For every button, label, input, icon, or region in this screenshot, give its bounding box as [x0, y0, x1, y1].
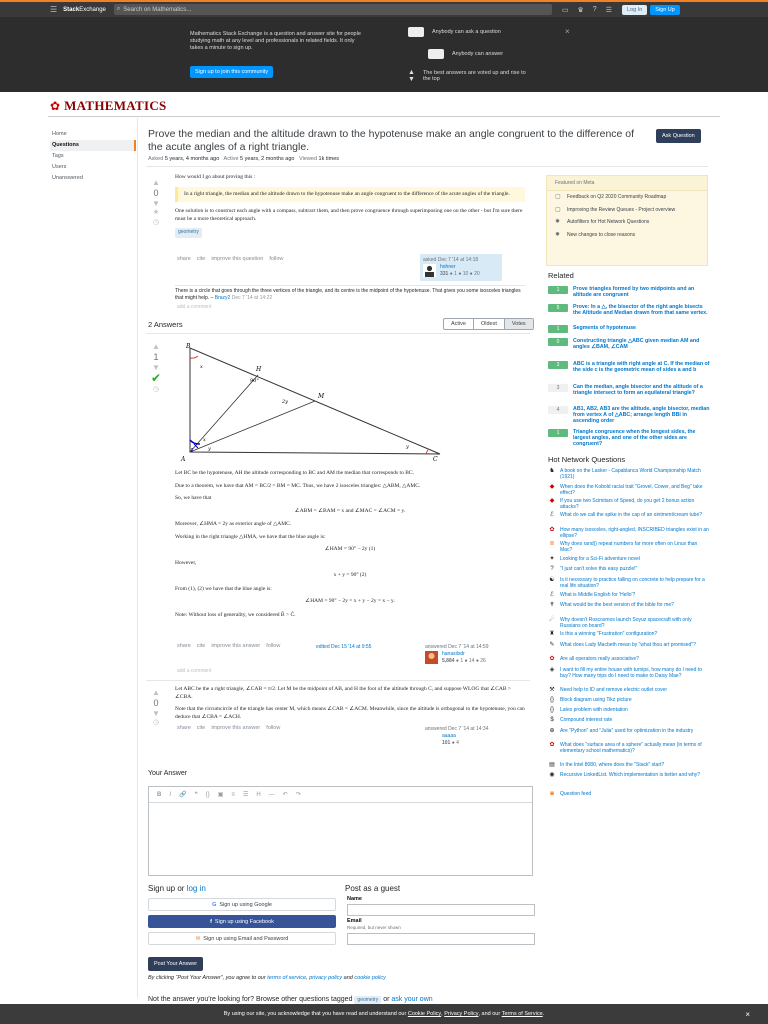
- angle-90: 90°: [250, 378, 259, 384]
- related-heading: Related: [548, 271, 574, 280]
- add-comment-link[interactable]: add a comment: [177, 668, 212, 674]
- answer-icon: [428, 49, 444, 59]
- name-input[interactable]: [347, 904, 535, 916]
- puzzling-site-icon: ?: [550, 566, 554, 572]
- hot-question[interactable]: ✝ What would be the best version of the bible for me?: [549, 602, 674, 608]
- math-equation: ∠HAM = 90° − 2y = x + y − 2y = x − y.: [305, 598, 395, 604]
- code-icon[interactable]: {}: [205, 791, 210, 798]
- guest-heading: Post as a guest: [345, 884, 401, 893]
- edited-link[interactable]: edited Dec 15 '14 at 9:55: [316, 644, 372, 650]
- related-item[interactable]: 3 ABC is a triangle with right angle at C. If the median of the side c is the geometric mean of sides a and b: [548, 361, 710, 373]
- related-item[interactable]: 5 Prove: In a △, the bisector of the right angle bisects the Altitude and Median drawn from that same vertex.: [548, 304, 710, 316]
- answer1-vote-count: 1: [153, 352, 159, 362]
- upvote-icon[interactable]: ▲: [152, 688, 160, 697]
- triangle-diagram: [178, 340, 448, 462]
- related-item[interactable]: 1 Segments of hypotenuse: [548, 325, 710, 333]
- math-equation: x + y = 90° (2): [333, 572, 367, 578]
- follow-link[interactable]: follow: [269, 256, 284, 262]
- related-score: 4: [548, 406, 568, 414]
- related-score: 3: [548, 361, 568, 369]
- email-label: Email: [347, 918, 362, 924]
- question-blockquote: In a right triangle, the median and the altitude drawn to the hypotenuse make an angle congruent to the difference of the acute angles of the triangle.: [175, 187, 525, 203]
- follow-link[interactable]: follow: [266, 725, 281, 731]
- angle-x-bottom: x: [203, 437, 206, 443]
- orsx-site-icon: ⊕: [549, 728, 555, 734]
- downvote-icon[interactable]: ▼: [152, 199, 160, 208]
- answer1-post-menu: [177, 643, 280, 649]
- hot-question[interactable]: ☯ Is it necessary to practice falling on concrete to help prepare for a real life situation?: [549, 577, 705, 589]
- nav-unanswered[interactable]: Unanswered: [52, 175, 83, 181]
- mathedu-site-icon: ✿: [549, 742, 555, 748]
- undo-icon[interactable]: ↶: [282, 792, 288, 798]
- hero-feature-vote: ▲ ▼ The best answers are voted up and rise to the top: [408, 69, 526, 83]
- quote-icon[interactable]: ❝: [194, 792, 198, 798]
- hot-question[interactable]: ✦ Looking for a Sci-Fi adventure novel: [549, 556, 641, 562]
- math-equation: ∠ABM = ∠BAM = x and ∠MAC = ∠ACM = y.: [294, 507, 406, 514]
- user-name-link[interactable]: hanasilsdr: [442, 651, 465, 657]
- nav-home[interactable]: Home: [52, 131, 67, 137]
- site-switcher-icon[interactable]: ☰: [605, 6, 612, 14]
- cookie-link[interactable]: cookie policy: [354, 975, 386, 981]
- question-post-menu: [177, 256, 283, 262]
- question-comment: There is a circle that goes through the three vertices of the triangle, and its centre is the midpoint of the hypotenuse. That gives you some isosceles triangles that might help. – Brazy2 Dec 7 '14 at 14:22: [175, 285, 525, 301]
- facebook-signup-button[interactable]: f Sign up using Facebook: [148, 915, 336, 928]
- upvote-icon[interactable]: ▲: [152, 342, 160, 351]
- answers-count-heading: 2 Answers: [148, 320, 183, 329]
- terms-notice: By clicking “Post Your Answer”, you agree to our terms of service, privacy policy and cookie policy: [148, 975, 386, 981]
- diy-site-icon: ⚒: [549, 687, 555, 693]
- meta-item[interactable]: ✸ Autofilters for Hot Network Questions: [555, 219, 650, 225]
- gaming-site-icon: ◈: [549, 667, 555, 673]
- meta-post-icon: ▢: [555, 206, 561, 213]
- hot-question[interactable]: ℰ What is Middle English for 'Hello'?: [548, 592, 710, 599]
- user-avatar[interactable]: [425, 651, 438, 664]
- downvote-icon[interactable]: ▼: [152, 363, 160, 372]
- meta-item[interactable]: ▢ Improving the Review Queues - Project overview: [555, 206, 676, 213]
- close-icon[interactable]: ×: [745, 1009, 750, 1019]
- history-icon[interactable]: ◷: [152, 386, 160, 393]
- header-divider: [48, 116, 720, 117]
- hot-question[interactable]: {} Latex problem with indentation: [549, 707, 628, 713]
- answer1-user-card: answered Dec 7 '14 at 14:59 hanasilsdr 5,884 ● 1 ● 14 ● 26: [425, 644, 489, 664]
- email-input[interactable]: [347, 933, 535, 945]
- improve-link[interactable]: improve this answer: [211, 643, 261, 649]
- answer-sort-tabs: [443, 318, 534, 330]
- share-link[interactable]: share: [177, 643, 191, 649]
- related-item[interactable]: 1 Prove triangles formed by two midpoints and an altitude are congruent: [548, 286, 710, 298]
- math-site-icon: ✿: [549, 656, 555, 662]
- user-avatar[interactable]: [423, 264, 436, 277]
- meta-logo-icon: ✸: [555, 219, 561, 225]
- title-divider: [146, 166, 708, 167]
- nav-questions[interactable]: Questions: [50, 140, 136, 151]
- editor-toolbar: [149, 787, 532, 803]
- hero-feature-answer: Anybody can answer: [428, 49, 503, 59]
- math-site-icon: ✿: [549, 527, 555, 533]
- your-answer-heading: Your Answer: [148, 770, 188, 777]
- question-title[interactable]: Prove the median and the altitude drawn to the hypotenuse make an angle congruent to the difference of the acute angles of a right triangle.: [148, 128, 635, 153]
- hot-question[interactable]: ✿ What does "surface area of a sphere" actually mean (in terms of elementary school mathematics)?: [549, 742, 702, 754]
- history-icon[interactable]: ◷: [152, 719, 160, 726]
- help-icon[interactable]: ?: [592, 5, 597, 13]
- terms-link[interactable]: Terms of Service: [501, 1011, 543, 1017]
- italic-icon[interactable]: I: [169, 791, 172, 798]
- martialarts-site-icon: ☯: [549, 577, 555, 583]
- mathematics-logo-icon: ✿: [50, 99, 61, 113]
- tex-site-icon: {}: [549, 707, 554, 713]
- hot-question[interactable]: ◆ If you use two Scimitars of Speed, do you get 2 bonus action attacks?: [549, 498, 695, 510]
- signup-hero: [0, 17, 768, 92]
- question-vote-cell: [148, 178, 164, 228]
- question-feed-link[interactable]: ◙ Question feed: [548, 791, 710, 798]
- hot-question[interactable]: ✿ How many isosceles, right-angled, INSCRIBED triangles exist in an ellipse?: [549, 527, 709, 539]
- not-the-answer: Not the answer you're looking for? Browse other questions tagged geometry or ask your own: [148, 996, 433, 1003]
- label-C: C: [433, 456, 438, 462]
- hot-question[interactable]: ⚒ Need help to ID and remove electric outlet cover: [549, 687, 667, 693]
- vote-arrows-icon: ▲ ▼: [408, 69, 415, 83]
- ask-question-button[interactable]: Ask Question: [656, 129, 701, 143]
- privacy-policy-link[interactable]: Privacy Policy: [444, 1011, 479, 1017]
- name-label: Name: [347, 896, 362, 902]
- hot-network-heading: Hot Network Questions: [548, 455, 626, 464]
- rpg-site-icon: ◆: [549, 484, 555, 490]
- answer-editor[interactable]: [148, 786, 533, 876]
- english-site-icon: ℰ: [550, 592, 554, 598]
- close-icon[interactable]: ×: [565, 27, 570, 36]
- related-item[interactable]: 3 Can the median, angle bisector and the altitude of a triangle intersect to form an equilateral triangle?: [548, 384, 710, 396]
- related-item[interactable]: 0 Constructing triangle △ABC given median AM and angles ∠BAM, ∠CAM: [548, 338, 710, 350]
- upvote-icon[interactable]: ▲: [152, 178, 160, 187]
- math-equation: ∠HAM = 90° − 2y (1): [324, 546, 376, 552]
- bullet-list-icon[interactable]: ☰: [242, 792, 249, 798]
- meta-item[interactable]: ✸ New changes to close reasons: [555, 231, 636, 238]
- space-site-icon: ☄: [549, 617, 555, 623]
- cite-link[interactable]: cite: [196, 256, 206, 262]
- left-nav: [50, 129, 136, 184]
- sort-oldest-tab[interactable]: Oldest: [473, 319, 504, 329]
- ordered-list-icon[interactable]: ≡: [231, 791, 235, 798]
- rpg-site-icon: ◆: [549, 498, 555, 504]
- related-score: 1: [548, 429, 568, 437]
- google-icon: G: [212, 901, 217, 908]
- cite-link[interactable]: cite: [196, 643, 206, 649]
- hot-question[interactable]: ◈ I want to fill my entire house with turnips, how many do I need to buy? How many trips do I need to make to Daisy Mae?: [549, 667, 703, 679]
- boardgames-site-icon: ♜: [549, 631, 555, 637]
- inbox-icon[interactable]: ▭: [561, 6, 569, 14]
- bookmark-star-icon[interactable]: ★: [152, 209, 160, 216]
- literature-site-icon: ✎: [549, 642, 555, 648]
- downvote-icon[interactable]: ▼: [152, 709, 160, 718]
- nav-divider: [137, 118, 138, 998]
- question-vote-count: 0: [153, 188, 159, 198]
- hero-feature-ask: Anybody can ask a question: [408, 27, 501, 37]
- english-site-icon: ℰ: [550, 512, 554, 518]
- share-link[interactable]: share: [177, 256, 191, 262]
- answer1-body: Let BC be the hypotenuse, AH the altitude corresponding to BC and AM the median that corresponds to BC. Due to a theorem, we have that AM = BC/2 = BM = MC. Thus, we have 2 isosceles triangles: △ABM, △AMC. So, we have that ∠ABM = ∠BAM = x and ∠MAC = ∠ACM = y. Moreover, ∠HMA = 2y as exterior angle of △AMC. Working in the right triangle △HMA, we have that the blue angle is: ∠HAM = 90° − 2y (1) However, x + y = 90° (2) From (1), (2) we have that the blue angle is: ∠HAM = 90° − 2y = x + y − 2y = x − y. Note: Without loss of generality, we considered B̂ > Ĉ.: [175, 470, 525, 624]
- angle-y-c: y: [406, 444, 409, 450]
- answer2-body: Let ABC be the a right triangle, ∠CAB = π/2. Let M be the midpoint of AB, and H the foot of the altitude through C, and suppose WLOG that ∠CAB > ∠CBA. Note that the circumcircle of the triangle has center M, which means ∠CAB = ∠ACM. Meanwhile, since the altitude is orthogonal to the hypotenuse, you can deduce that ∠CBA = ∠ACH.: [175, 686, 525, 720]
- retrocomputing-site-icon: ▤: [549, 762, 555, 768]
- ask-icon: [408, 27, 424, 37]
- share-link[interactable]: share: [177, 725, 191, 731]
- question-meta: Asked 5 years, 4 months ago Active 5 years, 2 months ago Viewed 1k times: [148, 156, 340, 162]
- hamburger-menu-icon[interactable]: ☰: [50, 5, 58, 14]
- money-site-icon: $: [550, 717, 554, 723]
- stackoverflow-site-icon: ≣: [549, 541, 555, 547]
- label-B: B: [186, 343, 191, 350]
- email-signup-button[interactable]: ✉ Sign up using Email and Password: [148, 932, 336, 945]
- facebook-icon: f: [210, 918, 212, 925]
- tag-geometry[interactable]: geometry: [175, 228, 202, 238]
- improve-link[interactable]: improve this question: [211, 256, 264, 262]
- chess-site-icon: ♞: [549, 468, 555, 474]
- label-H: H: [256, 366, 262, 373]
- hot-question[interactable]: ◉ Recursive LinkedList. Which implementation is better and why?: [549, 772, 701, 778]
- hot-question[interactable]: ✎ What does Lady Macbeth mean by "what thou art promised"?: [549, 642, 696, 648]
- cookie-banner: By using our site, you acknowledge that you have read and understand our Cookie Policy , Privacy Policy , and our Terms of Service . ×: [0, 1004, 768, 1024]
- related-item[interactable]: 1 Triangle congruence when the longest sides, the largest angles, and one of the other sides are congruent?: [548, 429, 710, 448]
- bold-icon[interactable]: B: [157, 791, 162, 798]
- ask-own-link[interactable]: ask your own: [391, 996, 433, 1003]
- sort-votes-tab[interactable]: Votes: [504, 319, 533, 329]
- signup-button[interactable]: Sign Up: [650, 5, 680, 15]
- tag-geometry[interactable]: geometry: [354, 996, 381, 1004]
- question-owner-card: asked Dec 7 '14 at 14:18 hohner 331 ● 1 ● 10 ● 20: [420, 254, 502, 281]
- related-score: 0: [548, 338, 568, 346]
- sort-active-tab[interactable]: Active: [451, 321, 466, 327]
- hero-text: Mathematics Stack Exchange is a question and answer site for people studying math at any level and professionals in related fields. It only takes a minute to sign up.: [190, 31, 361, 51]
- angle-x-top: x: [200, 364, 203, 370]
- answers-divider: [146, 333, 530, 334]
- nav-users[interactable]: Users: [52, 164, 67, 170]
- related-score: 3: [548, 384, 568, 392]
- cite-link[interactable]: cite: [196, 725, 206, 731]
- answer2-user-card: answered Dec 7 '14 at 14:34 aaaaa 101 ● 4: [425, 726, 489, 746]
- label-M: M: [318, 393, 325, 400]
- answer-divider: [146, 680, 530, 681]
- redo-icon[interactable]: ↷: [295, 792, 301, 798]
- join-community-button[interactable]: Sign up to join this community: [190, 66, 273, 78]
- google-signup-button[interactable]: G Sign up using Google: [148, 898, 336, 911]
- meta-post-icon: ▢: [555, 194, 561, 200]
- search-icon: ⌕: [116, 6, 121, 12]
- tex-site-icon: {}: [549, 697, 554, 703]
- achievements-icon[interactable]: ♛: [577, 6, 584, 14]
- question-body: How would I go about proving this : In a right triangle, the median and the altitude drawn to the hypotenuse make an angle congruent to the difference of the acute angles of the triangle. One solution is to construct each angle with a compass, subtract them, and then prove congruence through superimposing one on the other - but I'm sure there must be a more theoretical approach. geometry: [175, 174, 525, 238]
- label-A: A: [181, 456, 186, 462]
- link-icon[interactable]: 🔗: [179, 792, 187, 798]
- hot-question[interactable]: ◆ When does the Kobold racial trait "Grovel, Cower, and Beg" take effect?: [549, 484, 703, 496]
- email-note: Required, but never shown: [347, 925, 401, 930]
- user-name-link[interactable]: aaaaa: [442, 733, 456, 739]
- answer2-vote-count: 0: [153, 698, 159, 708]
- hot-question[interactable]: ≣ Why does rand() repeat numbers far more often on Linux than Mac?: [549, 541, 698, 553]
- comment-user-link[interactable]: Brazy2: [214, 294, 231, 301]
- christianity-site-icon: ✝: [549, 602, 555, 608]
- post-answer-button[interactable]: Post Your Answer: [148, 957, 203, 971]
- hot-question[interactable]: {} Block diagram using Tikz picture: [549, 697, 632, 703]
- site-name: MATHEMATICS: [64, 98, 167, 113]
- hot-question[interactable]: ♜ Is this a winning "Frustration" configuration?: [549, 631, 658, 637]
- accepted-check-icon: ✔: [150, 371, 162, 385]
- angle-y-bottom: y: [208, 446, 211, 452]
- cookie-policy-link[interactable]: Cookie Policy: [407, 1011, 442, 1017]
- rss-icon: ◙: [550, 791, 554, 797]
- meta-heading: Featured on Meta: [547, 176, 707, 191]
- nav-tags[interactable]: Tags: [52, 153, 64, 159]
- hot-question[interactable]: ▤ In the Intel 8080, where does the "Stack" start?: [549, 762, 665, 768]
- search-input[interactable]: ⌕ Search on Mathematics...: [114, 4, 552, 15]
- hot-question[interactable]: ☄ Why doesn't Roscosmos launch Soyuz spacecraft with only Russians on board?: [549, 617, 692, 629]
- user-name-link[interactable]: hohner: [440, 264, 456, 270]
- codereview-site-icon: ◉: [549, 772, 555, 778]
- login-link[interactable]: log in: [186, 884, 206, 893]
- email-icon: ✉: [195, 935, 201, 942]
- heading-icon[interactable]: H: [256, 791, 261, 798]
- related-score: 1: [548, 286, 568, 294]
- site-header[interactable]: [50, 98, 167, 114]
- image-icon[interactable]: ▣: [217, 792, 224, 798]
- stackexchange-logo[interactable]: StackExchange: [63, 6, 106, 13]
- scifi-site-icon: ✦: [549, 556, 555, 562]
- hot-question[interactable]: ✿ Are all operators really associative?: [549, 656, 639, 662]
- meta-logo-icon: ✸: [555, 231, 561, 238]
- add-comment-link[interactable]: add a comment: [177, 304, 212, 310]
- hot-question[interactable]: $ Compound interest rate: [548, 717, 710, 724]
- history-icon[interactable]: ◷: [152, 219, 160, 226]
- answer2-vote-cell: [148, 688, 164, 728]
- signup-heading: Sign up or log in: [148, 884, 206, 893]
- related-score: 1: [548, 325, 568, 333]
- hot-question[interactable]: ? "I just can't solve this easy puzzle!": [548, 566, 710, 573]
- hot-question[interactable]: ℰ What do we call the spike in the cap of an ointment/cream tube?: [548, 512, 710, 519]
- login-button[interactable]: Log In: [622, 5, 647, 15]
- related-item[interactable]: 4 AB1, AB2, AB3 are the altitude, angle bisector, median from vertex A of △ABC; arrange length BBi in ascending order: [548, 406, 710, 425]
- user-avatar[interactable]: [425, 733, 438, 746]
- answer1-vote-cell: [148, 342, 164, 395]
- meta-item[interactable]: ▢ Feedback on Q2 2020 Community Roadmap: [555, 194, 667, 200]
- hot-question[interactable]: ⊕ Are "Python" and "Julia" used for optimization in the industry: [549, 728, 694, 734]
- angle-2y: 2y: [282, 399, 289, 405]
- featured-on-meta: [546, 175, 708, 266]
- tos-link[interactable]: terms of service: [267, 975, 307, 981]
- privacy-link[interactable]: privacy policy: [309, 975, 343, 981]
- follow-link[interactable]: follow: [266, 643, 281, 649]
- answer2-post-menu: [177, 725, 280, 731]
- improve-link[interactable]: improve this answer: [211, 725, 261, 731]
- hot-question[interactable]: ♞ A book on the Lasker - Capablanca World Championship Match (1921): [549, 468, 701, 480]
- hr-icon[interactable]: —: [268, 791, 275, 798]
- top-bar: [0, 0, 768, 17]
- related-score: 5: [548, 304, 568, 312]
